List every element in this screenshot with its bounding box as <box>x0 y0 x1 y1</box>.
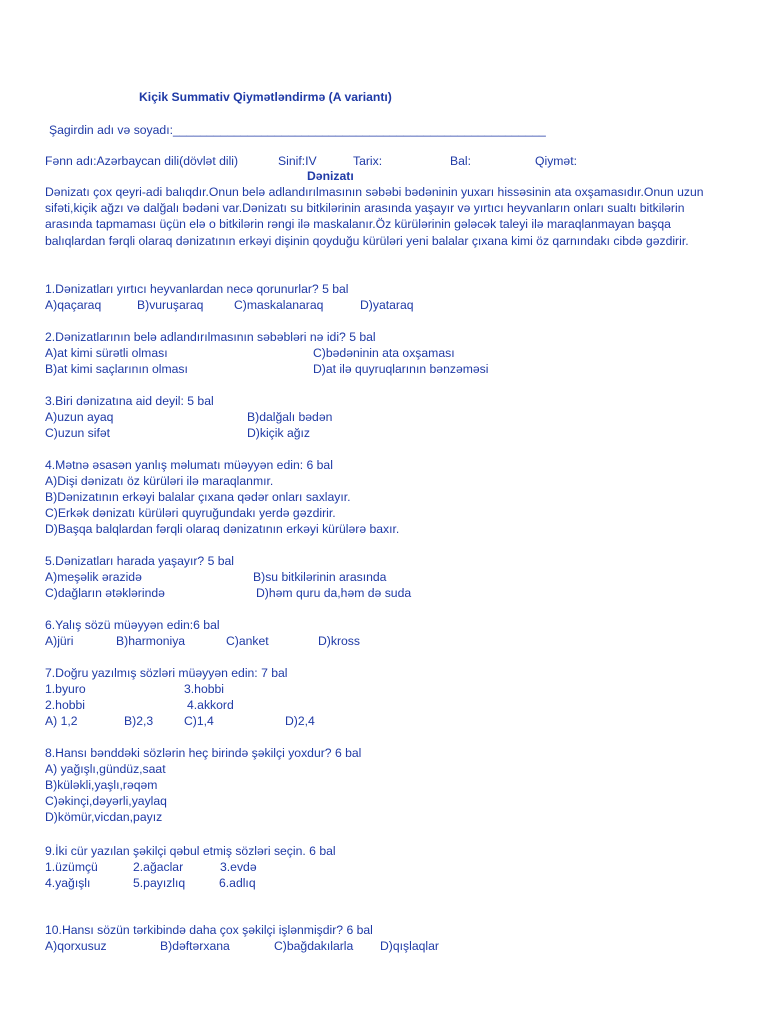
q9-word-3: 3.evdə <box>220 860 257 874</box>
q9-word-1: 1.üzümçü <box>45 860 98 874</box>
q1-option-b: B)vuruşaraq <box>137 298 204 312</box>
question-10: 10.Hansı sözün tərkibində daha çox şəkilçi işlənmişdir? 6 bal <box>45 923 373 937</box>
class-label: Sinif:IV <box>278 154 317 168</box>
text-title: Dənizatı <box>307 169 354 183</box>
question-5: 5.Dənizatları harada yaşayır? 5 bal <box>45 554 235 568</box>
q9-word-6: 6.adlıq <box>219 876 256 890</box>
q1-option-a: A)qaçaraq <box>45 298 102 312</box>
q4-option-a: A)Dişi dənizatı öz kürüləri ilə maraqlanmır. <box>45 474 274 488</box>
q3-option-c: C)uzun sifət <box>45 426 111 440</box>
q10-option-d: D)qışlaqlar <box>380 939 439 953</box>
q5-option-a: A)meşəlik ərazidə <box>45 570 142 584</box>
q7-word-3: 3.hobbi <box>184 682 224 696</box>
question-9: 9.İki cür yazılan şəkilçi qəbul etmiş sözləri seçin. 6 bal <box>45 844 336 858</box>
q7-option-d: D)2,4 <box>285 714 315 728</box>
q6-option-d: D)kross <box>318 634 360 648</box>
question-4: 4.Mətnə əsasən yanlış məlumatı müəyyən edin: 6 bal <box>45 458 333 472</box>
question-8: 8.Hansı bənddəki sözlərin heç birində şəkilçi yoxdur? 6 bal <box>45 746 362 760</box>
points-label: Bal: <box>450 154 472 168</box>
q2-option-d: D)at ilə quyruqlarının bənzəməsi <box>313 362 489 376</box>
q9-word-5: 5.payızlıq <box>133 876 186 890</box>
q8-option-a: A) yağışlı,gündüz,saat <box>45 762 166 776</box>
question-1: 1.Dənizatları yırtıcı heyvanlardan necə qorunurlar? 5 bal <box>45 282 349 296</box>
q1-option-d: D)yataraq <box>360 298 414 312</box>
q7-option-a: A) 1,2 <box>45 714 78 728</box>
q7-option-c: C)1,4 <box>184 714 214 728</box>
question-2: 2.Dənizatlarının belə adlandırılmasının səbəbləri nə idi? 5 bal <box>45 330 376 344</box>
q4-option-c: C)Erkək dənizatı kürüləri quyruğundakı yerdə gəzdirir. <box>45 506 336 520</box>
q10-option-c: C)bağdakılarla <box>274 939 354 953</box>
q9-word-2: 2.ağaclar <box>133 860 184 874</box>
q7-word-4: 4.akkord <box>187 698 234 712</box>
q8-option-d: D)kömür,vicdan,payız <box>45 810 163 824</box>
q6-option-c: C)anket <box>226 634 269 648</box>
q6-option-a: A)jüri <box>45 634 74 648</box>
q7-word-2: 2.hobbi <box>45 698 85 712</box>
student-name-line: Şagirdin adı və soyadı:_______________________________________________________ <box>49 123 546 137</box>
worksheet-title: Kiçik Summativ Qiymətləndirmə (A variantı) <box>139 90 392 104</box>
q7-word-1: 1.byuro <box>45 682 86 696</box>
q5-option-d: D)həm quru da,həm də suda <box>256 586 412 600</box>
question-6: 6.Yalış sözü müəyyən edin:6 bal <box>45 618 220 632</box>
q7-option-b: B)2,3 <box>124 714 154 728</box>
q8-option-c: C)əkinçi,dəyərli,yaylaq <box>45 794 167 808</box>
question-3: 3.Biri dənizatına aid deyil: 5 bal <box>45 394 214 408</box>
q2-option-c: C)bədəninin ata oxşaması <box>313 346 455 360</box>
q1-option-c: C)maskalanaraq <box>234 298 324 312</box>
q10-option-a: A)qorxusuz <box>45 939 107 953</box>
subject-label: Fənn adı:Azərbaycan dili(dövlət dili) <box>45 154 239 168</box>
grade-label: Qiymət: <box>535 154 577 168</box>
date-label: Tarix: <box>353 154 383 168</box>
q3-option-a: A)uzun ayaq <box>45 410 114 424</box>
q6-option-b: B)harmoniya <box>116 634 186 648</box>
q4-option-b: B)Dənizatının erkəyi balalar çıxana qədər onları saxlayır. <box>45 490 351 504</box>
q8-option-b: B)küləkli,yaşlı,rəqəm <box>45 778 158 792</box>
q3-option-d: D)kiçik ağız <box>247 426 310 440</box>
reading-passage: Dənizatı çox qeyri-adi balıqdır.Onun belə adlandırılmasının səbəbi bədəninin yuxarı hissəsinin ata oxşamasıdır.Onun uzun sifəti,kiçik ağzı və dalğalı bədəni var.Dənizatı su bitkilərinin arasında yaşayır və yırtıcı heyvanların onları sualtı bitkilərin arasında tapmaması üçün elə o bitkilərin rəngi ilə maskalanır.Öz kürülərinin gələcək taleyi ilə maraqlanmayan başqa balıqlardan fərqli olaraq dənizatının erkəyi dişinin qoyduğu kürüləri yeni balalar çıxana kimi öz qarnındakı cibdə gəzdirir. <box>45 185 704 248</box>
q5-option-c: C)dağların ətəklərində <box>45 586 165 600</box>
q9-word-4: 4.yağışlı <box>45 876 91 890</box>
q4-option-d: D)Başqa balqlardan fərqli olaraq dənizatının erkəyi kürülərə baxır. <box>45 522 400 536</box>
q3-option-b: B)dalğalı bədən <box>247 410 333 424</box>
q2-option-a: A)at kimi sürətli olması <box>45 346 168 360</box>
question-7: 7.Doğru yazılmış sözləri müəyyən edin: 7 bal <box>45 666 288 680</box>
q5-option-b: B)su bitkilərinin arasında <box>253 570 387 584</box>
q10-option-b: B)dəftərxana <box>160 939 230 953</box>
q2-option-b: B)at kimi saçlarının olması <box>45 362 188 376</box>
